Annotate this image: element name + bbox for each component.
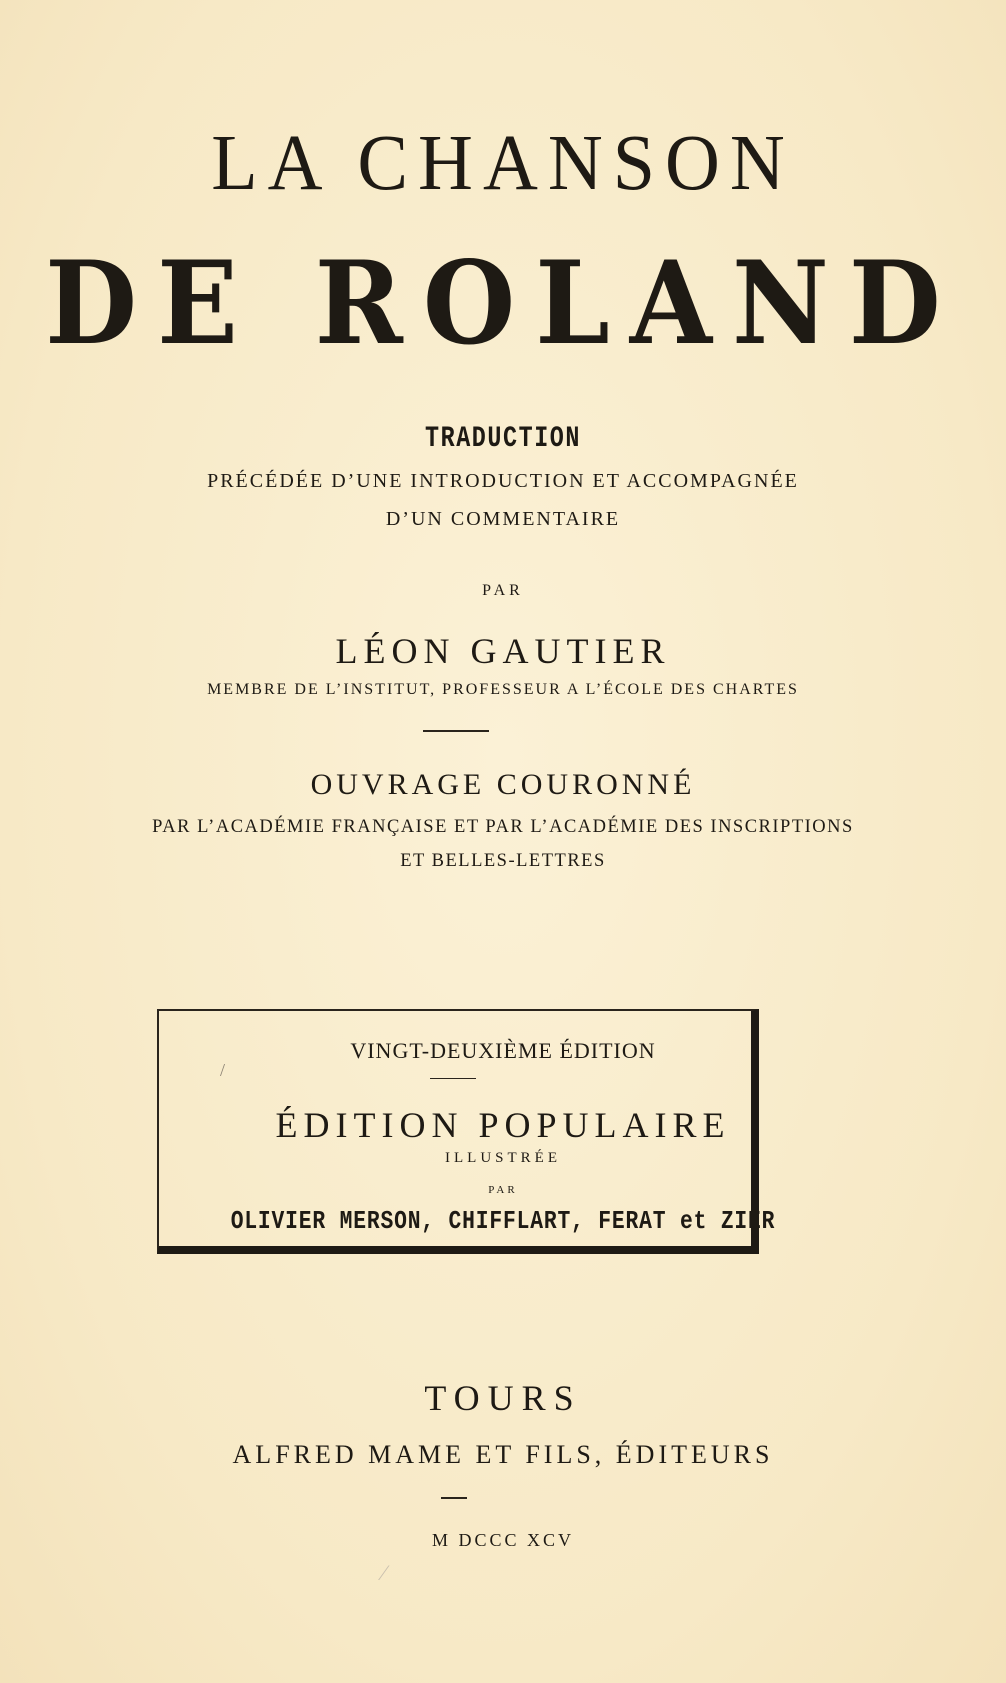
subtitle-line-1: PRÉCÉDÉE D’UNE INTRODUCTION ET ACCOMPAGNÉE — [207, 470, 799, 492]
title-line-1: LA CHANSON — [211, 118, 795, 208]
box-divider-rule — [430, 1078, 476, 1079]
imprint-publisher: ALFRED MAME ET FILS, ÉDITEURS — [232, 1440, 774, 1469]
award-line-1: PAR L’ACADÉMIE FRANÇAISE ET PAR L’ACADÉMIE DES INSCRIPTIONS — [152, 817, 854, 837]
imprint-city: TOURS — [424, 1378, 582, 1418]
faint-mark: ⁄ — [382, 1560, 386, 1585]
subtitle-line-2: D’UN COMMENTAIRE — [385, 508, 621, 530]
edition-number: VINGT-DEUXIÈME ÉDITION — [350, 1038, 656, 1063]
divider-rule — [423, 730, 489, 732]
faint-mark: / — [220, 1060, 226, 1080]
author-affiliation: MEMBRE DE L’INSTITUT, PROFESSEUR A L’ÉCOLE DES CHARTES — [207, 681, 799, 698]
subtitle-traduction: TRADUCTION — [424, 422, 582, 456]
imprint-year: M DCCC XCV — [431, 1530, 575, 1550]
author-name: LÉON GAUTIER — [335, 631, 671, 671]
edition-par: PAR — [488, 1184, 518, 1196]
edition-popular: ÉDITION POPULAIRE — [275, 1105, 731, 1145]
edition-illustrators: OLIVIER MERSON, CHIFFLART, FERAT et ZIER — [230, 1206, 776, 1236]
edition-illustree: ILLUSTRÉE — [445, 1150, 561, 1166]
imprint-divider-rule — [441, 1497, 467, 1499]
title-line-2: DE ROLAND — [45, 235, 961, 370]
author-par: PAR — [482, 582, 524, 599]
award-heading: OUVRAGE COURONNÉ — [310, 768, 696, 801]
award-line-2: ET BELLES-LETTRES — [400, 851, 606, 871]
